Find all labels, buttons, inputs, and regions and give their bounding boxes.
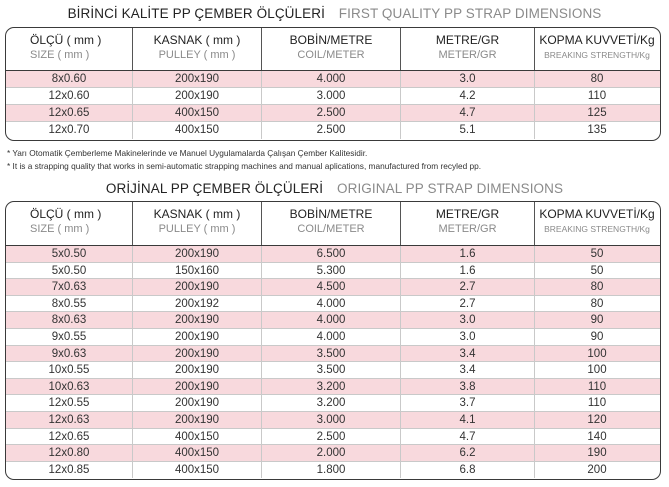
table-row — [6, 379, 660, 396]
cell-breaking-strength: 110 — [587, 90, 607, 102]
header-label: BOBİN/METRE — [289, 33, 373, 47]
header-sublabel: COIL/METER — [297, 223, 365, 235]
original-table — [5, 201, 661, 480]
table-row — [6, 105, 660, 122]
cell-breaking-strength: 90 — [590, 330, 604, 343]
cell-pulley: 400x150 — [133, 122, 262, 139]
cell-pulley: 200x190 — [133, 312, 262, 328]
header-label: METRE/GR — [435, 33, 500, 47]
cell-meter-gr: 4.7 — [401, 429, 535, 445]
table-row — [6, 412, 660, 429]
header-sublabel: PULLEY ( mm ) — [158, 49, 236, 61]
cell-breaking-strength: 80 — [590, 297, 604, 310]
cell-pulley: 200x190 — [133, 395, 262, 411]
cell-breaking-strength: 120 — [587, 413, 607, 426]
header-sublabel: PULLEY ( mm ) — [158, 223, 236, 235]
header-coil — [262, 202, 401, 245]
cell-pulley: 400x150 — [133, 445, 262, 461]
table-row — [6, 362, 660, 379]
cell-coil: 2.500 — [262, 105, 401, 121]
cell-coil: 4.500 — [262, 279, 401, 295]
cell-coil: 2.500 — [262, 122, 401, 139]
header-sublabel: SIZE ( mm ) — [30, 223, 90, 235]
header-sublabel: METER/GR — [438, 49, 497, 61]
table-row — [6, 346, 660, 363]
cell-meter-gr: 3.0 — [401, 329, 535, 345]
header-size — [6, 28, 133, 70]
header-label: BOBİN/METRE — [289, 207, 373, 221]
cell-coil: 3.500 — [262, 346, 401, 362]
cell-meter-gr: 3.4 — [401, 346, 535, 362]
cell-size: 12x0.65 — [6, 429, 133, 445]
section2-title-tr: ORİJİNAL PP ÇEMBER ÖLÇÜLERİ — [105, 181, 324, 196]
cell-size: 9x0.63 — [6, 346, 133, 362]
table-row — [6, 329, 660, 346]
cell-size: 8x0.63 — [6, 312, 133, 328]
cell-meter-gr: 3.8 — [401, 379, 535, 395]
header-sublabel: BREAKING STRENGTH/Kg — [544, 50, 650, 60]
cell-pulley: 150x160 — [133, 263, 262, 279]
cell-meter-gr: 1.6 — [401, 263, 535, 279]
table-row — [6, 88, 660, 105]
cell-breaking-strength: 80 — [590, 73, 604, 85]
cell-pulley: 200x190 — [133, 246, 262, 262]
cell-coil: 3.000 — [262, 88, 401, 104]
cell-meter-gr: 6.2 — [401, 445, 535, 461]
cell-pulley: 400x150 — [133, 105, 262, 121]
cell-size: 12x0.60 — [6, 88, 133, 104]
cell-meter-gr: 3.7 — [401, 395, 535, 411]
header-label: KOPMA KUVVETİ/Kg — [539, 33, 655, 47]
header-sublabel: SIZE ( mm ) — [30, 49, 90, 61]
cell-size: 8x0.55 — [6, 296, 133, 312]
cell-coil: 4.000 — [262, 312, 401, 328]
table-row — [6, 462, 660, 479]
cell-size: 9x0.55 — [6, 329, 133, 345]
table-row — [6, 71, 660, 88]
cell-size: 5x0.50 — [6, 263, 133, 279]
cell-meter-gr: 4.1 — [401, 412, 535, 428]
header-sublabel: COIL/METER — [297, 49, 365, 61]
section2-title — [0, 181, 669, 196]
header-label: KOPMA KUVVETİ/Kg — [539, 207, 655, 221]
cell-pulley: 200x190 — [133, 379, 262, 395]
cell-breaking-strength: 125 — [587, 107, 607, 119]
cell-breaking-strength: 50 — [590, 248, 604, 260]
header-pulley — [133, 202, 262, 245]
table-row — [6, 296, 660, 313]
cell-size: 12x0.65 — [6, 105, 133, 121]
cell-pulley: 200x190 — [133, 412, 262, 428]
header-label: KASNAK ( mm ) — [153, 33, 241, 47]
cell-breaking-strength: 110 — [587, 397, 607, 410]
table-row — [6, 279, 660, 296]
cell-size: 12x0.70 — [6, 122, 133, 139]
cell-coil: 3.500 — [262, 362, 401, 378]
cell-meter-gr: 3.4 — [401, 362, 535, 378]
cell-size: 7x0.63 — [6, 279, 133, 295]
header-sublabel: METER/GR — [438, 223, 497, 235]
table-row — [6, 312, 660, 329]
header-label: ÖLÇÜ ( mm ) — [30, 207, 102, 221]
cell-size: 12x0.63 — [6, 412, 133, 428]
cell-breaking-strength: 50 — [590, 264, 604, 277]
table-row — [6, 429, 660, 446]
cell-breaking-strength: 135 — [587, 124, 607, 136]
cell-breaking-strength: 80 — [590, 281, 604, 294]
cell-meter-gr: 4.2 — [401, 88, 535, 104]
cell-pulley: 400x150 — [133, 429, 262, 445]
table-header — [6, 202, 660, 246]
cell-size: 8x0.60 — [6, 71, 133, 87]
table-row — [6, 263, 660, 280]
header-label: ÖLÇÜ ( mm ) — [30, 33, 102, 47]
cell-meter-gr: 3.0 — [401, 71, 535, 87]
cell-pulley: 400x150 — [133, 462, 262, 479]
header-label: METRE/GR — [435, 207, 500, 221]
header-size — [6, 202, 133, 245]
cell-pulley: 200x190 — [133, 279, 262, 295]
section2-title-en: ORIGINAL PP STRAP DIMENSIONS — [337, 181, 564, 196]
cell-pulley: 200x190 — [133, 329, 262, 345]
cell-meter-gr: 2.7 — [401, 279, 535, 295]
cell-size: 12x0.55 — [6, 395, 133, 411]
cell-meter-gr: 1.6 — [401, 246, 535, 262]
cell-coil: 2.000 — [262, 445, 401, 461]
note-tr: * Yarı Otomatik Çemberleme Makinelerinde ve Manuel Uygulamalarda Çalışan Çember Kalitesidir. — [7, 148, 368, 158]
cell-coil: 4.000 — [262, 329, 401, 345]
cell-meter-gr: 5.1 — [401, 122, 535, 139]
header-label: KASNAK ( mm ) — [153, 207, 241, 221]
cell-size: 12x0.80 — [6, 445, 133, 461]
header-sublabel: BREAKING STRENGTH/Kg — [544, 224, 650, 234]
notes — [7, 147, 481, 173]
cell-breaking-strength: 110 — [587, 380, 607, 393]
cell-size: 10x0.63 — [6, 379, 133, 395]
table-row — [6, 445, 660, 462]
cell-coil: 1.800 — [262, 462, 401, 479]
cell-coil: 5.300 — [262, 263, 401, 279]
table-body — [6, 71, 660, 139]
cell-size: 5x0.50 — [6, 246, 133, 262]
first-quality-table — [5, 27, 661, 141]
header-meter-gr — [401, 202, 535, 245]
cell-breaking-strength: 200 — [587, 463, 607, 476]
note-en: * It is a strapping quality that works in semi-automatic strapping machines and manual aplications, manufactured from recyled pp. — [7, 161, 482, 171]
table-row — [6, 246, 660, 263]
cell-meter-gr: 6.8 — [401, 462, 535, 479]
cell-meter-gr: 2.7 — [401, 296, 535, 312]
cell-breaking-strength: 140 — [587, 430, 607, 443]
cell-breaking-strength: 190 — [587, 447, 607, 460]
section1-title-tr: BİRİNCİ KALİTE PP ÇEMBER ÖLÇÜLERİ — [67, 6, 325, 21]
header-breaking-strength — [535, 28, 659, 70]
cell-meter-gr: 3.0 — [401, 312, 535, 328]
header-pulley — [133, 28, 262, 70]
cell-coil: 3.200 — [262, 379, 401, 395]
cell-coil: 6.500 — [262, 246, 401, 262]
table-row — [6, 395, 660, 412]
cell-coil: 4.000 — [262, 71, 401, 87]
cell-pulley: 200x192 — [133, 296, 262, 312]
header-breaking-strength — [535, 202, 659, 245]
header-coil — [262, 28, 401, 70]
section1-title — [0, 6, 669, 21]
cell-coil: 3.000 — [262, 412, 401, 428]
cell-breaking-strength: 90 — [590, 314, 604, 327]
table-header — [6, 28, 660, 71]
cell-coil: 3.200 — [262, 395, 401, 411]
cell-coil: 2.500 — [262, 429, 401, 445]
cell-size: 12x0.85 — [6, 462, 133, 479]
cell-coil: 4.000 — [262, 296, 401, 312]
cell-size: 10x0.55 — [6, 362, 133, 378]
cell-pulley: 200x190 — [133, 88, 262, 104]
table-body — [6, 246, 660, 478]
table-row — [6, 122, 660, 139]
cell-meter-gr: 4.7 — [401, 105, 535, 121]
cell-breaking-strength: 100 — [587, 347, 607, 360]
cell-pulley: 200x190 — [133, 346, 262, 362]
cell-breaking-strength: 100 — [587, 364, 607, 377]
cell-pulley: 200x190 — [133, 71, 262, 87]
header-meter-gr — [401, 28, 535, 70]
section1-title-en: FIRST QUALITY PP STRAP DIMENSIONS — [338, 6, 602, 21]
cell-pulley: 200x190 — [133, 362, 262, 378]
